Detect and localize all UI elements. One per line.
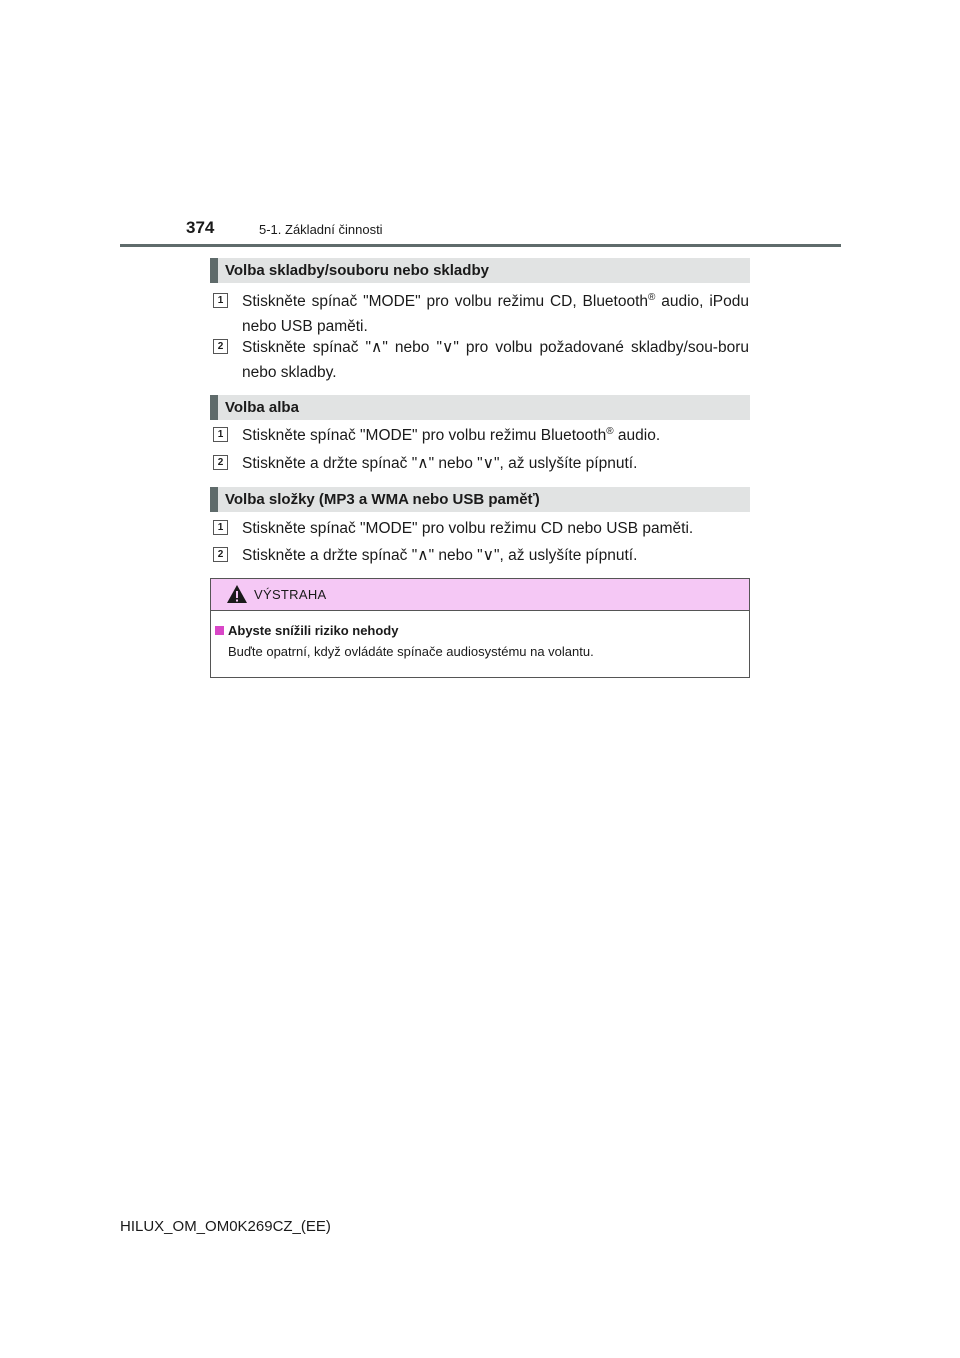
section-heading-text: Volba skladby/souboru nebo skladby — [225, 262, 489, 279]
warning-item-title: Abyste snížili riziko nehody — [215, 623, 398, 638]
warning-label: VÝSTRAHA — [254, 587, 327, 602]
warning-header — [211, 579, 749, 611]
section-heading-text: Volba složky (MP3 a WMA nebo USB paměť) — [225, 491, 540, 508]
footer-code: HILUX_OM_OM0K269CZ_(EE) — [120, 1218, 331, 1235]
section-heading-text: Volba alba — [225, 399, 299, 416]
square-bullet-icon — [215, 626, 224, 635]
step-text: Stiskněte a držte spínač "∧" nebo "∨", až uslyšíte pípnutí. — [242, 547, 638, 564]
warning-item-text: Buďte opatrní, když ovládáte spínače audiosystému na volantu. — [228, 644, 594, 659]
step-text: Stiskněte spínač "MODE" pro volbu režimu Bluetooth® audio. — [242, 425, 661, 444]
step-number: 1 — [213, 293, 228, 308]
step-text: Stiskněte spínač "∧" nebo "∨" pro volbu požadované skladby/sou-boru nebo skladby. — [242, 339, 749, 381]
step-text: Stiskněte a držte spínač "∧" nebo "∨", až uslyšíte pípnutí. — [242, 455, 638, 472]
step-number: 1 — [213, 520, 228, 535]
step-number: 1 — [213, 427, 228, 442]
step-text: Stiskněte spínač "MODE" pro volbu režimu CD, Bluetooth® audio, iPodu nebo USB paměti. — [242, 291, 749, 335]
section-heading — [210, 487, 750, 512]
step-number: 2 — [213, 547, 228, 562]
page-number: 374 — [186, 218, 215, 237]
step-text: Stiskněte spínač "MODE" pro volbu režimu CD nebo USB paměti. — [242, 520, 694, 537]
step-number: 2 — [213, 339, 228, 354]
section-heading — [210, 395, 750, 420]
warning-triangle-icon — [226, 584, 248, 604]
header-rule — [120, 244, 841, 247]
warning-box — [210, 578, 750, 678]
chapter-title: 5-1. Základní činnosti — [259, 222, 383, 237]
step-number: 2 — [213, 455, 228, 470]
section-heading — [210, 258, 750, 283]
